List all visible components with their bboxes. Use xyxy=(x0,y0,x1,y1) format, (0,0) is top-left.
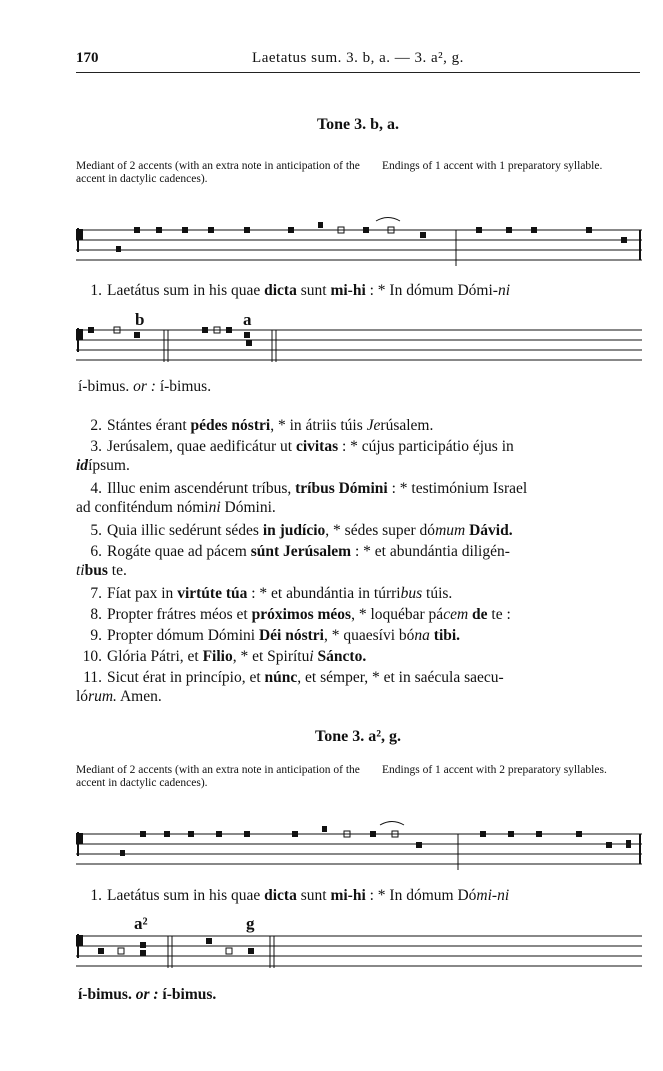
ending-text-a: í-bimus. xyxy=(78,986,132,1003)
verse-text: ló xyxy=(76,688,89,705)
verse-text-italic: bus xyxy=(400,585,423,602)
verse-text: Quia illic sedérunt sédes xyxy=(107,522,263,539)
verse-text-bold: dicta xyxy=(264,282,297,299)
ending-text-b: í-bimus. xyxy=(162,986,217,1003)
verse-text: ad confiténdum nómi xyxy=(76,499,209,516)
verse-text-bold: próximos méos xyxy=(251,606,352,623)
verse-number: 7. xyxy=(90,585,102,602)
verse-text-bold: tibi. xyxy=(433,627,461,644)
verse-text-italic: ti xyxy=(76,562,85,579)
verse-text: sunt xyxy=(296,282,331,299)
verse-text-italic: mum xyxy=(435,522,466,539)
verse-number: 2. xyxy=(90,417,102,434)
verse-text: túis. xyxy=(422,585,453,602)
verse-text: Propter frátres méos et xyxy=(107,606,252,623)
verse-number: 4. xyxy=(90,480,102,497)
verse-text: Laetátus sum in his quae xyxy=(107,887,265,904)
verse-number: 6. xyxy=(90,543,102,560)
verse-text-bold: de xyxy=(472,606,488,623)
verse-text: : * testimónium Israel xyxy=(387,480,528,497)
verse-text-bold: civitas xyxy=(295,438,339,455)
verse-text-italic: ni xyxy=(208,499,221,516)
verse-text: , * in átriis túis xyxy=(270,417,367,434)
tone-title-2: Tone 3. a², g. xyxy=(315,728,401,745)
ending-text-a: í-bimus. xyxy=(78,378,130,395)
verse-text-bold: súnt Jerúsalem xyxy=(250,543,352,560)
chant-staff-4 xyxy=(76,930,642,976)
verse-text-bold: in judício xyxy=(262,522,326,539)
verse-text: : * cújus participátio éjus in xyxy=(338,438,514,455)
ending-label-a: a xyxy=(243,310,252,329)
ending-text-or: or : xyxy=(135,986,159,1003)
ending-note-1: Endings of 1 accent with 1 preparatory syllable. xyxy=(382,160,603,172)
verse-10 xyxy=(76,647,642,666)
verse-3 xyxy=(76,437,642,475)
verse-text-italic: na xyxy=(414,627,430,644)
verse-text-italic: cem xyxy=(443,606,469,623)
ending-note-2: Endings of 1 accent with 2 preparatory syllables. xyxy=(382,764,607,776)
running-title: Laetatus sum. 3. b, a. — 3. a², g. xyxy=(252,50,464,66)
verse-text: Jerúsalem, quae aedificátur ut xyxy=(107,438,296,455)
verse-text: , et sémper, * et in saécula saecu- xyxy=(297,669,504,686)
verse-1 xyxy=(76,281,642,300)
ending-label-a2: a² xyxy=(134,914,148,933)
verse-text-italic: rum. xyxy=(88,688,117,705)
verse-number: 10. xyxy=(82,648,102,665)
verse-text: Dómini. xyxy=(220,499,276,516)
verse-text-bold: Sáncto. xyxy=(317,648,367,665)
ending-text-1 xyxy=(78,378,211,396)
verse-text: te : xyxy=(487,606,511,623)
verse-text: te. xyxy=(107,562,127,579)
verse-11 xyxy=(76,668,642,706)
verse-text: Laetátus sum in his quae xyxy=(107,282,265,299)
verse-text-italic: mi-ni xyxy=(476,887,510,904)
verse-text-bold: virtúte túa xyxy=(177,585,248,602)
verse-text: : * In dómum Dó xyxy=(365,887,477,904)
verse-text: Sicut érat in princípio, et xyxy=(107,669,265,686)
verse-text: Illuc enim ascendérunt tríbus, xyxy=(107,480,296,497)
verse-text-bold: Déi nóstri xyxy=(258,627,324,644)
verse-text-italic: ni xyxy=(497,282,510,299)
verse-5 xyxy=(76,521,642,540)
mediant-note-2: Mediant of 2 accents (with an extra note in anticipation of the accent in dactylic cadences). xyxy=(76,764,360,789)
verse-number: 5. xyxy=(90,522,102,539)
verse-1-tone2 xyxy=(76,886,642,905)
verse-text-bold: mi-hi xyxy=(330,282,366,299)
verse-text: , * loquébar pá xyxy=(351,606,444,623)
tone-title-1: Tone 3. b, a. xyxy=(316,116,400,133)
ending-label-b: b xyxy=(135,310,145,329)
verse-text-bold: Filio xyxy=(202,648,233,665)
ending-text-b: í-bimus. xyxy=(159,378,212,395)
verse-text: rúsalem. xyxy=(380,417,434,434)
verse-text-italic: i xyxy=(309,648,314,665)
verse-text: : * et abundántia in túrri xyxy=(247,585,401,602)
verse-text-bold: núnc xyxy=(264,669,298,686)
verse-text: Fíat pax in xyxy=(107,585,178,602)
verse-7 xyxy=(76,584,642,603)
chant-staff-1 xyxy=(76,218,642,270)
verse-text: : * et abundántia diligén- xyxy=(351,543,510,560)
verse-number: 11. xyxy=(83,669,102,686)
verse-number: 1. xyxy=(90,282,102,299)
verse-text: ípsum. xyxy=(88,457,130,474)
verse-text-italic: Je xyxy=(366,417,381,434)
ending-label-g: g xyxy=(246,914,255,933)
verse-text: Rogáte quae ad pácem xyxy=(107,543,251,560)
verse-6 xyxy=(76,542,642,580)
verse-number: 8. xyxy=(90,606,102,623)
verse-9 xyxy=(76,626,642,645)
verse-text-bold: mi-hi xyxy=(330,887,366,904)
verse-text-bold: pédes nóstri xyxy=(190,417,271,434)
page-header xyxy=(76,50,640,73)
verse-text: sunt xyxy=(296,887,331,904)
verse-text: , * quaesívi bó xyxy=(324,627,415,644)
verse-text: Amen. xyxy=(116,688,162,705)
verse-2 xyxy=(76,416,642,435)
chant-staff-3 xyxy=(76,822,642,874)
verse-text: Glória Pátri, et xyxy=(107,648,203,665)
page-number: 170 xyxy=(76,50,99,66)
verse-number: 1. xyxy=(90,887,102,904)
verse-text-bold: bus xyxy=(84,562,108,579)
verse-text-italic: id xyxy=(76,457,89,474)
verse-text: Propter dómum Dómini xyxy=(107,627,259,644)
verse-text: , * sédes super dó xyxy=(325,522,436,539)
ending-text-2 xyxy=(78,986,216,1004)
chant-staff-2 xyxy=(76,324,642,370)
mediant-note-1: Mediant of 2 accents (with an extra note in anticipation of the accent in dactylic cadences). xyxy=(76,160,360,185)
verse-text-bold: dicta xyxy=(264,887,297,904)
verse-text: : * In dómum Dómi- xyxy=(365,282,498,299)
verse-text: , * et Spirítu xyxy=(232,648,310,665)
verse-number: 9. xyxy=(90,627,102,644)
verse-text: Stántes érant xyxy=(107,417,191,434)
verse-8 xyxy=(76,605,642,624)
verse-number: 3. xyxy=(90,438,102,455)
verse-text-bold: Dávid. xyxy=(469,522,513,539)
ending-text-or: or : xyxy=(133,378,156,395)
verse-4 xyxy=(76,479,642,517)
verse-text-bold: tríbus Dómini xyxy=(295,480,388,497)
